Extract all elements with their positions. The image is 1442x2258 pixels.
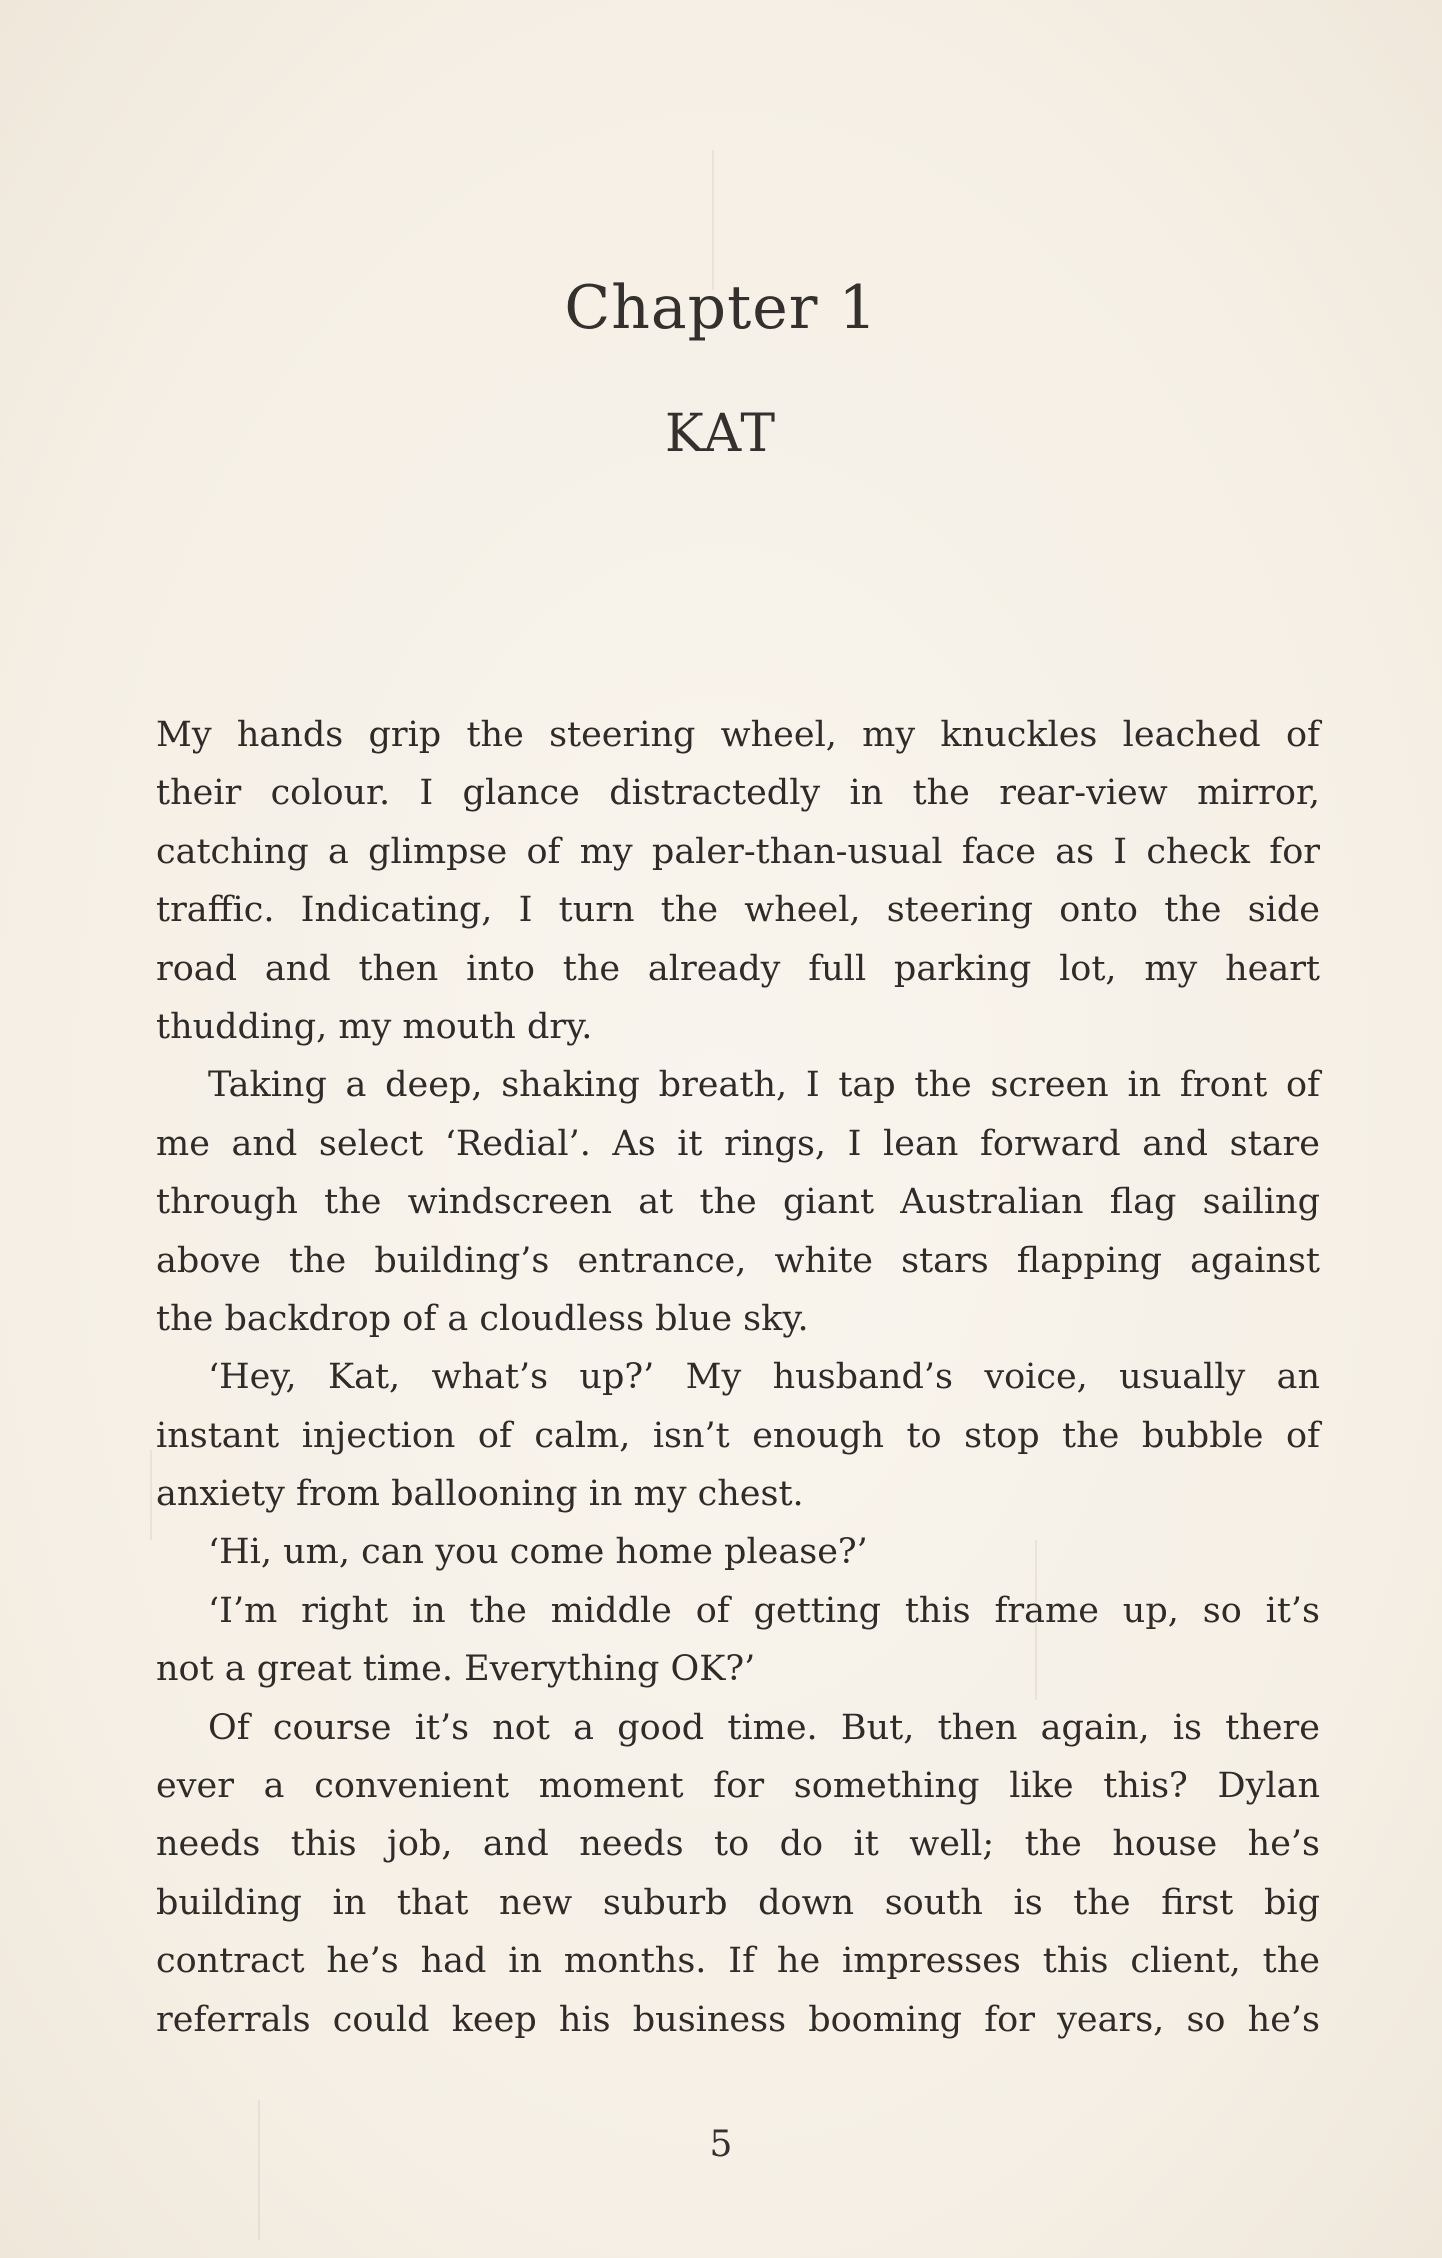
text-line: me and select ‘Redial’. As it rings, I lean forward and stare (156, 1123, 1320, 1164)
paragraph (156, 1523, 1320, 1581)
chapter-name: KAT (664, 404, 778, 464)
text-line: My hands grip the steering wheel, my knuckles leached of (156, 715, 1320, 755)
text-line: anxiety from ballooning in my chest. (156, 1474, 804, 1515)
chapter-heading: Chapter 1 (564, 273, 878, 343)
text-line: road and then into the already full parking lot, my heart (156, 948, 1320, 989)
text-line: Of course it’s not a good time. But, then again, is there (208, 1707, 1320, 1748)
text-line: needs this job, and needs to do it well; the house he’s (156, 1824, 1320, 1865)
paragraph (156, 1348, 1320, 1523)
text-line: referrals could keep his business booming for years, so he’s (156, 1999, 1320, 2040)
paragraph (156, 1582, 1320, 1699)
text-line: ever a convenient moment for something like this? Dylan (156, 1766, 1320, 1807)
text-line: not a great time. Everything OK?’ (156, 1649, 756, 1690)
text-line: traffic. Indicating, I turn the wheel, steering onto the side (156, 890, 1320, 931)
paragraph (156, 1699, 1320, 2049)
text-line: ‘Hi, um, can you come home please?’ (208, 1532, 868, 1573)
bleed-through-mark (258, 2100, 260, 2240)
text-line: the backdrop of a cloudless blue sky. (156, 1298, 809, 1339)
text-line: above the building’s entrance, white stars flapping against (156, 1240, 1320, 1281)
body-text (156, 706, 1320, 2049)
text-line: contract he’s had in months. If he impresses this client, the (156, 1941, 1320, 1982)
paragraph (156, 706, 1320, 1056)
paragraph (156, 1056, 1320, 1348)
bleed-through-mark (712, 150, 714, 290)
bleed-through-mark (150, 1450, 152, 1540)
text-line: ‘I’m right in the middle of getting this frame up, so it’s (208, 1590, 1320, 1631)
text-line: instant injection of calm, isn’t enough to stop the bubble of (156, 1415, 1320, 1456)
text-line: their colour. I glance distractedly in the rear-view mirror, (156, 773, 1320, 814)
text-line: ‘Hey, Kat, what’s up?’ My husband’s voice, usually an (208, 1357, 1320, 1398)
text-line: catching a glimpse of my paler-than-usual face as I check for (156, 831, 1320, 872)
text-line: thudding, my mouth dry. (156, 1006, 593, 1047)
text-line: building in that new suburb down south is the first big (156, 1882, 1320, 1923)
text-line: Taking a deep, shaking breath, I tap the screen in front of (208, 1065, 1320, 1106)
page-number: 5 (709, 2124, 733, 2165)
text-line: through the windscreen at the giant Australian flag sailing (156, 1182, 1320, 1223)
